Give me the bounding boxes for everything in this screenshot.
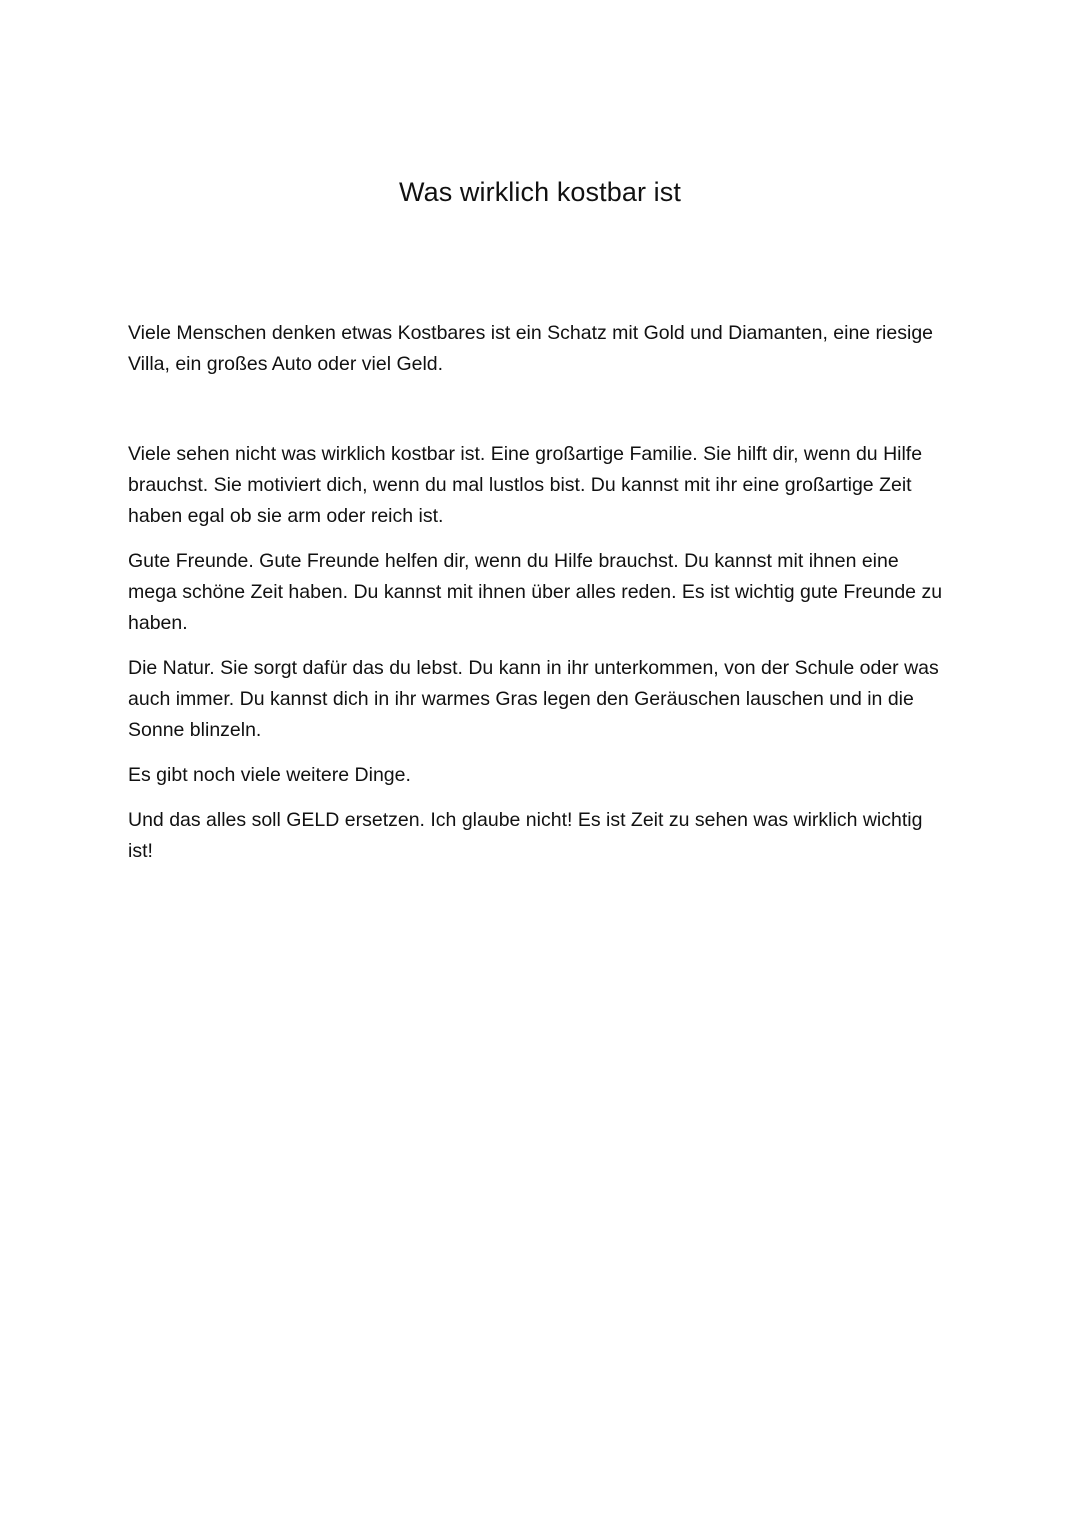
- paragraph-more-things: Es gibt noch viele weitere Dinge.: [128, 764, 411, 786]
- document-title: Was wirklich kostbar ist: [399, 177, 681, 207]
- paragraph-nature: Die Natur. Sie sorgt dafür das du lebst. Du kann in ihr unterkommen, von der Schule oder was auch immer. Du kannst dich in ihr warmes Gras legen den Geräuschen lauschen und in die Sonne blinzeln.: [128, 657, 939, 741]
- paragraph-conclusion: Und das alles soll GELD ersetzen. Ich glaube nicht! Es ist Zeit zu sehen was wirklich wichtig ist!: [128, 809, 923, 862]
- paragraph-friends: Gute Freunde. Gute Freunde helfen dir, wenn du Hilfe brauchst. Du kannst mit ihnen eine mega schöne Zeit haben. Du kannst mit ihnen über alles reden. Es ist wichtig gute Freunde zu haben.: [128, 550, 943, 634]
- paragraph-family: Viele sehen nicht was wirklich kostbar ist. Eine großartige Familie. Sie hilft dir, wenn du Hilfe brauchst. Sie motiviert dich, wenn du mal lustlos bist. Du kannst mit ihr eine großartige Zeit haben egal ob sie arm oder reich ist.: [128, 443, 923, 527]
- intro-section: [128, 318, 943, 394]
- paragraph-intro: Viele Menschen denken etwas Kostbares ist ein Schatz mit Gold und Diamanten, eine riesige Villa, ein großes Auto oder viel Geld.: [128, 322, 934, 375]
- main-section: [128, 439, 943, 881]
